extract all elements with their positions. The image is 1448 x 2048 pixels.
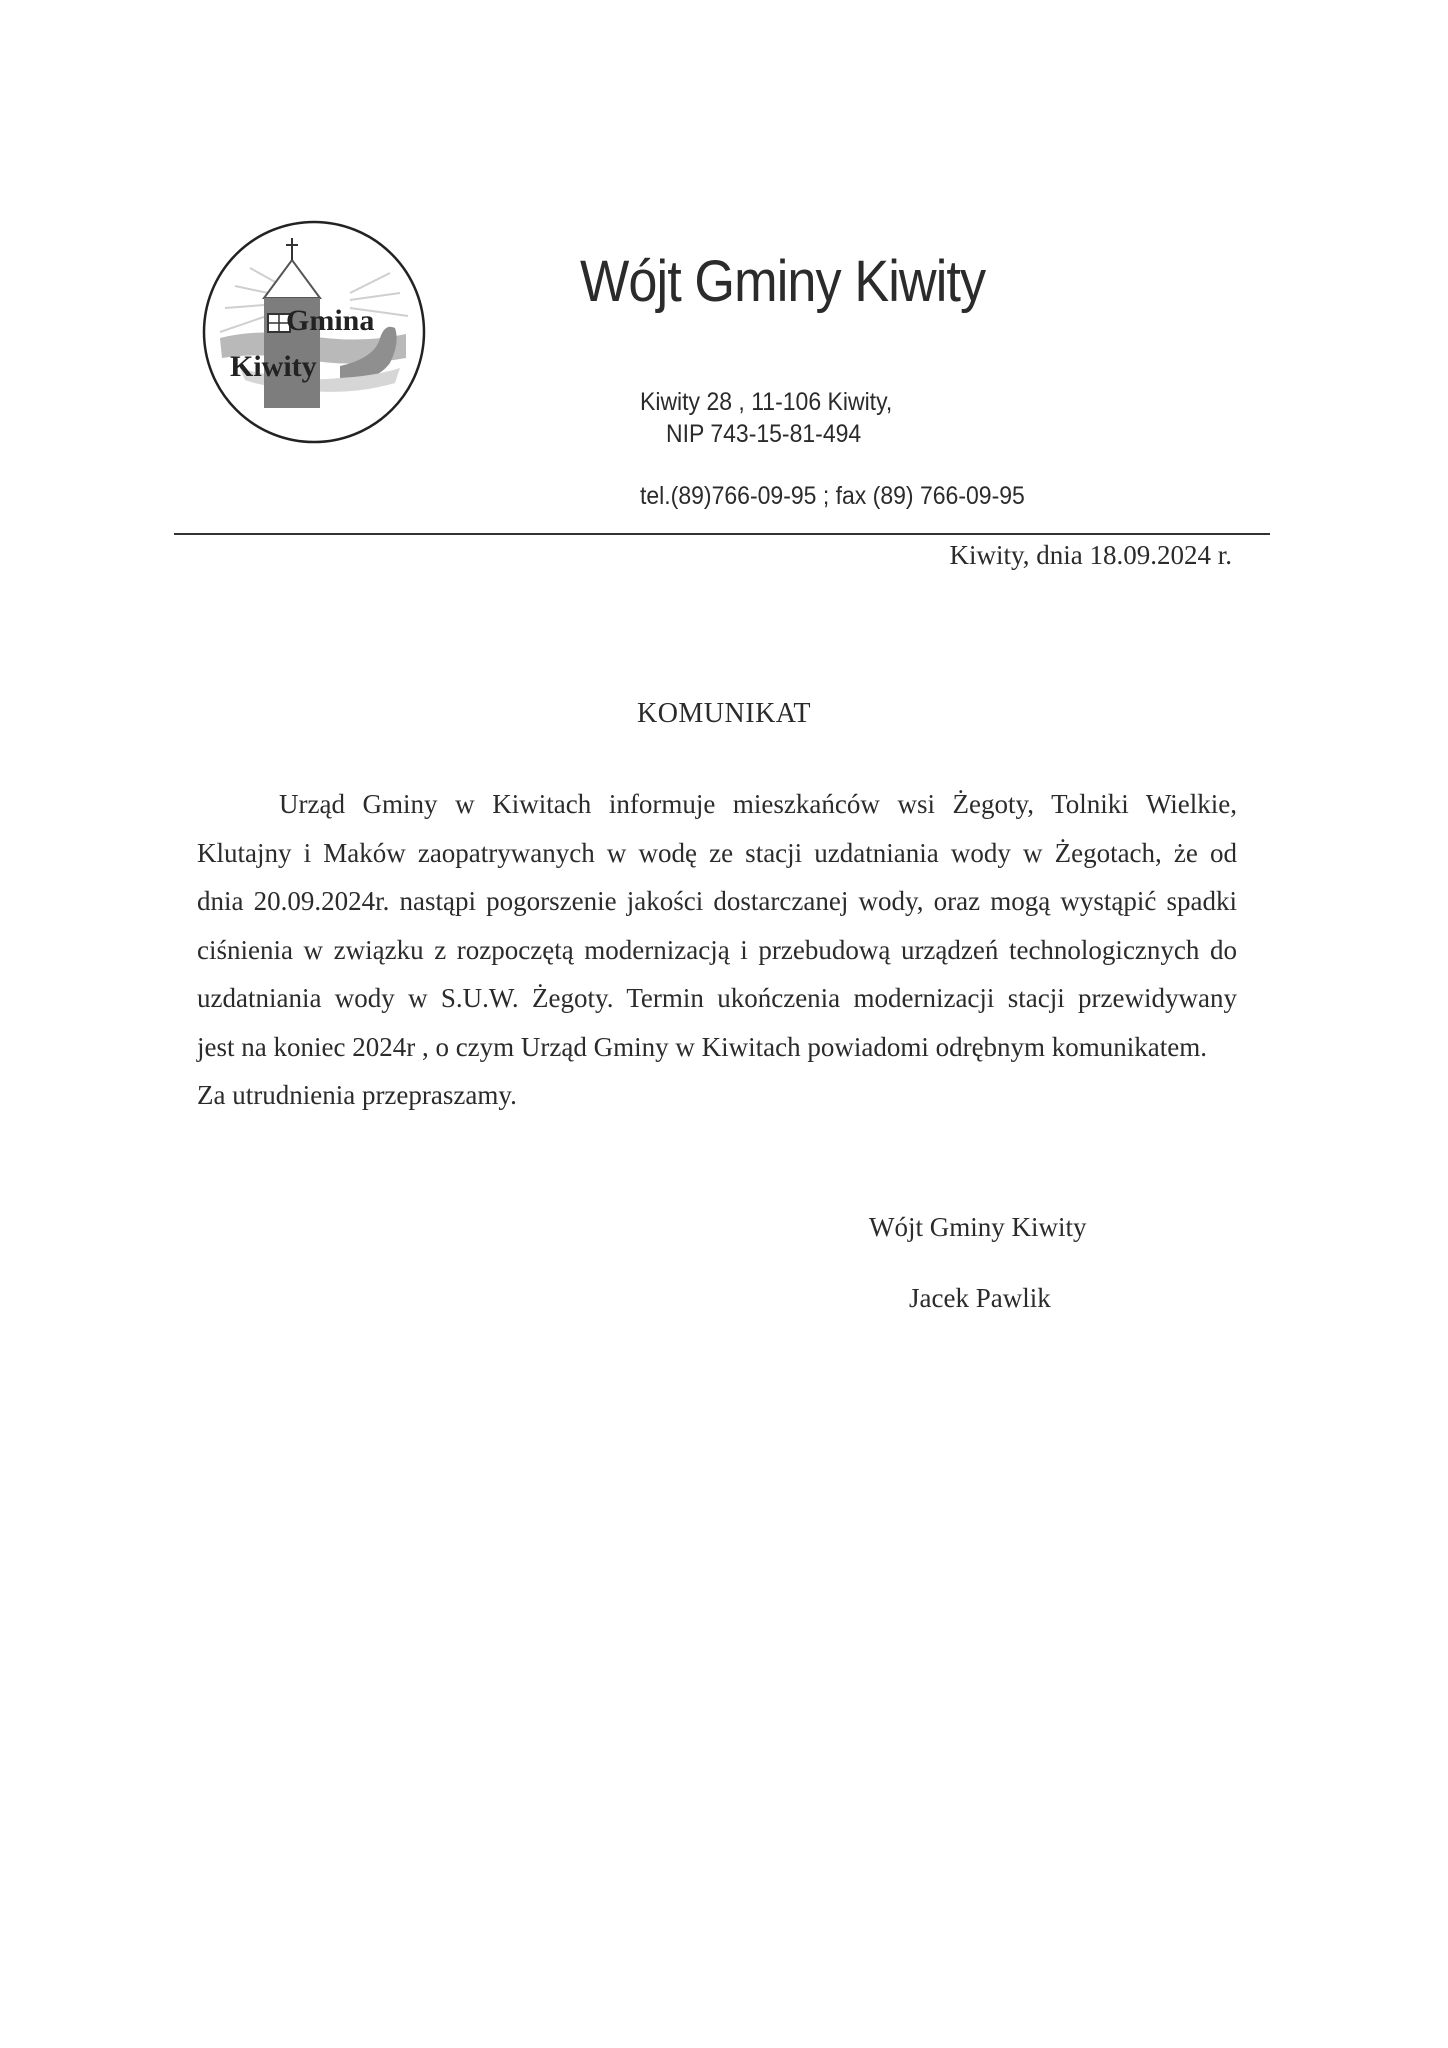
logo-text-gmina: Gmina [286,304,375,337]
body-line: dnia 20.09.2024r. nastąpi pogorszenie jakości dostarczanej wody, oraz mogą wystąpić spadki [197,886,1237,916]
address-line: Kiwity 28 , 11-106 Kiwity, [640,388,893,416]
signature-name: Jacek Pawlik [909,1283,1051,1313]
announcement-body [197,780,1237,1120]
body-line: ciśnienia w związku z rozpoczętą modernizacją i przebudową urządzeń technologicznych do [197,934,1237,965]
body-line: Klutajny i Maków zaopatrywanych w wodę ze stacji uzdatniania wody w Żegotach, że od [197,837,1237,868]
body-line: Za utrudnienia przepraszamy. [197,1080,517,1110]
body-line: uzdatniania wody w S.U.W. Żegoty. Termin ukończenia modernizacji stacji przewidywany [197,983,1237,1013]
nip-line: NIP 743-15-81-494 [666,420,862,448]
document-heading: KOMUNIKAT [636,698,812,729]
logo-text-kiwity: Kiwity [230,350,317,383]
body-line: jest na koniec 2024r , o czym Urząd Gminy w Kiwitach powiadomi odrębnym komunikatem. [197,1031,1208,1062]
body-line: Urząd Gminy w Kiwitach informuje mieszkańców wsi Żegoty, Tolniki Wielkie, [279,789,1237,819]
gmina-kiwity-logo [200,218,428,446]
letterhead-title: Wójt Gminy Kiwity [580,249,986,314]
signature-title: Wójt Gminy Kiwity [869,1212,1087,1242]
letterhead-divider [174,533,1270,535]
phone-fax-line: tel.(89)766-09-95 ; fax (89) 766-09-95 [640,482,1025,510]
date-line: Kiwity, dnia 18.09.2024 r. [949,540,1232,570]
